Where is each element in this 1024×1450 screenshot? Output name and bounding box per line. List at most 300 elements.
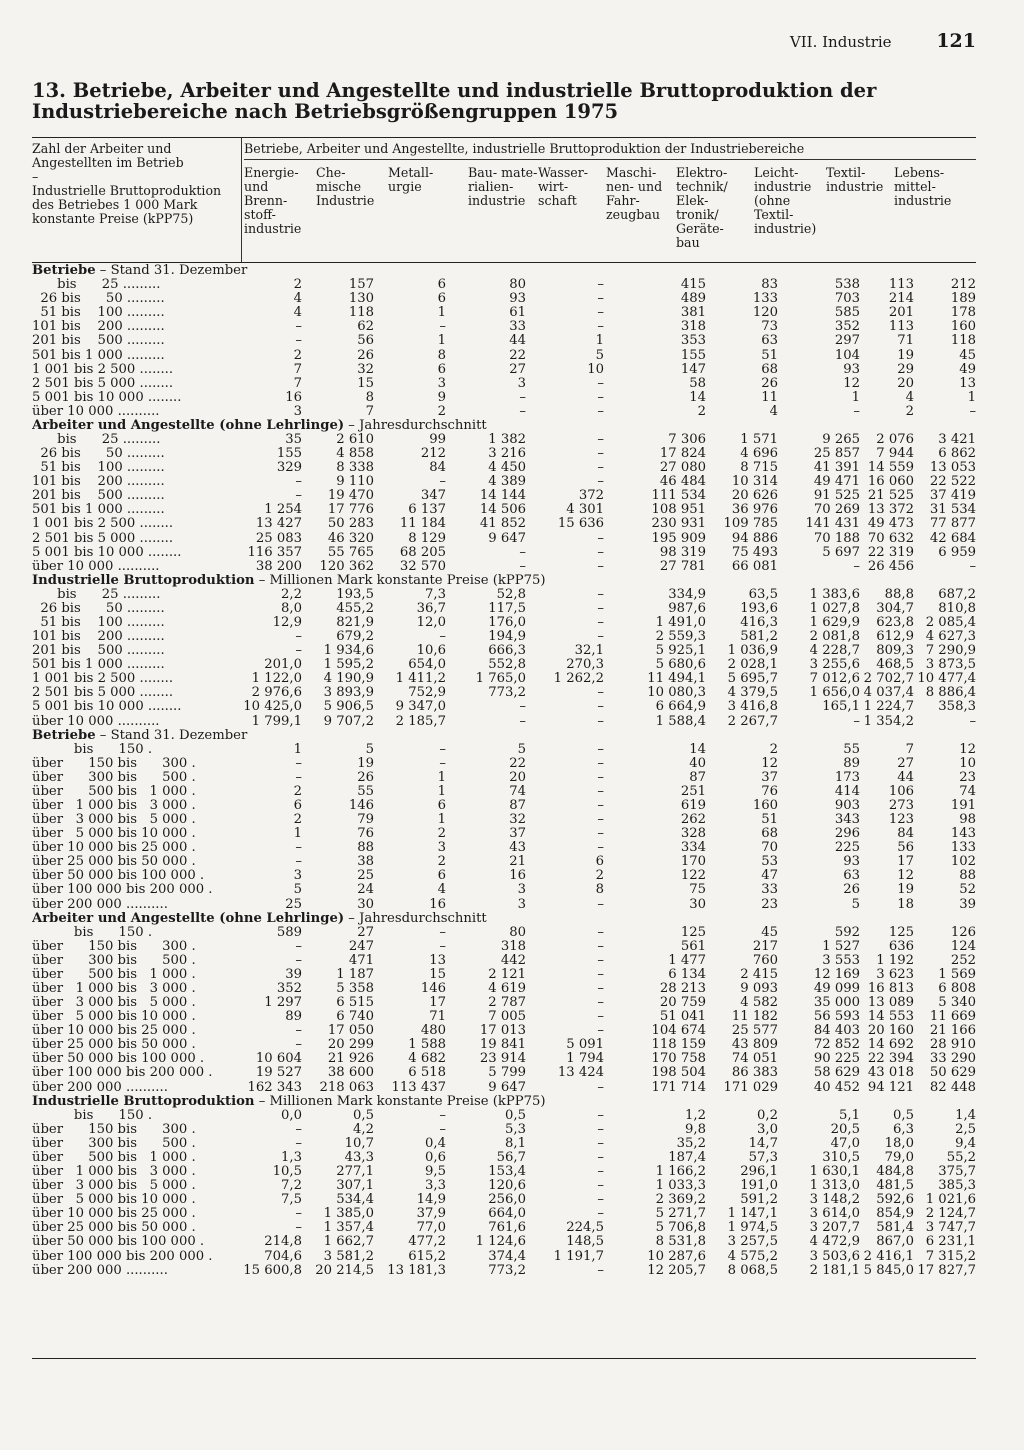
row-label: über 10 000 bis 25 000 . bbox=[32, 1207, 196, 1222]
table-cell: 20 bbox=[509, 770, 526, 785]
table-cell: 1 382 bbox=[488, 432, 526, 447]
table-cell: 352 bbox=[834, 320, 860, 335]
table-cell: 19 470 bbox=[327, 489, 374, 504]
table-cell: – bbox=[295, 1038, 302, 1053]
table-cell: 33 bbox=[761, 883, 778, 898]
table-cell: – bbox=[597, 1010, 604, 1025]
table-cell: 14,7 bbox=[748, 1136, 778, 1151]
table-cell: 25 bbox=[357, 869, 374, 884]
row-label: über 50 000 bis 100 000 . bbox=[32, 1235, 205, 1250]
table-cell: 1 bbox=[437, 306, 446, 321]
section-heading-row bbox=[32, 912, 976, 926]
table-cell: 37 bbox=[509, 827, 526, 842]
table-cell: 20 759 bbox=[659, 996, 706, 1011]
table-cell: 1 bbox=[293, 742, 302, 757]
table-row bbox=[32, 1052, 976, 1066]
table-cell: 52 bbox=[959, 883, 977, 898]
table-cell: 187,4 bbox=[668, 1150, 706, 1165]
table-cell: 6 bbox=[437, 292, 446, 307]
table-cell: – bbox=[597, 461, 604, 476]
table-cell: 194,9 bbox=[488, 630, 526, 645]
table-row bbox=[32, 602, 976, 616]
table-cell: 70 188 bbox=[813, 531, 860, 546]
table-row bbox=[32, 1249, 976, 1263]
table-cell: 13 089 bbox=[867, 996, 914, 1011]
table-cell: 28 910 bbox=[929, 1038, 977, 1053]
table-cell: 5 bbox=[595, 348, 604, 363]
table-cell: 334,9 bbox=[668, 587, 706, 602]
row-label: über 3 000 bis 5 000 . bbox=[32, 1179, 196, 1194]
table-cell: 2 076 bbox=[876, 432, 914, 447]
table-cell: 201 bbox=[888, 306, 914, 321]
table-cell: 6 bbox=[437, 869, 446, 884]
table-cell: 5 bbox=[851, 897, 860, 912]
table-row bbox=[32, 447, 976, 461]
table-cell: 17 776 bbox=[327, 503, 374, 518]
table-cell: 120 362 bbox=[319, 559, 374, 574]
table-cell: 87 bbox=[509, 798, 526, 813]
table-cell: 1 571 bbox=[740, 432, 778, 447]
table-cell: 12 bbox=[959, 742, 977, 757]
table-cell: 30 bbox=[689, 897, 706, 912]
table-cell: 10 477,4 bbox=[917, 672, 977, 687]
table-cell: 35 000 bbox=[813, 996, 860, 1011]
table-cell: 809,3 bbox=[876, 644, 914, 659]
table-cell: 1 588 bbox=[408, 1038, 446, 1053]
table-cell: 8,1 bbox=[505, 1136, 526, 1151]
table-cell: 86 383 bbox=[731, 1066, 778, 1081]
table-cell: 27 bbox=[357, 925, 374, 940]
table-cell: 46 320 bbox=[327, 531, 374, 546]
table-cell: 70 bbox=[761, 841, 778, 856]
table-cell: 455,2 bbox=[336, 601, 374, 616]
table-cell: 170 758 bbox=[651, 1052, 706, 1067]
table-cell: – bbox=[597, 742, 604, 757]
table-row bbox=[32, 377, 976, 391]
table-cell: 35 bbox=[285, 432, 302, 447]
table-cell: 19 527 bbox=[255, 1066, 302, 1081]
table-cell: 32 bbox=[357, 362, 374, 377]
table-cell: 15 600,8 bbox=[243, 1263, 302, 1278]
table-cell: – bbox=[597, 827, 604, 842]
table-cell: 7 944 bbox=[876, 447, 914, 462]
table-cell: 195 909 bbox=[651, 531, 706, 546]
table-cell: 12 bbox=[761, 756, 778, 771]
section-subtitle: – Stand 31. Dezember bbox=[95, 728, 248, 743]
row-label: 51 bis 100 ......... bbox=[32, 615, 165, 630]
table-cell: 40 452 bbox=[813, 1080, 860, 1095]
table-cell: 27 bbox=[897, 756, 914, 771]
table-cell: 148,5 bbox=[566, 1235, 604, 1250]
table-cell: 36 976 bbox=[731, 503, 778, 518]
table-cell: 358,3 bbox=[938, 700, 977, 715]
table-cell: 489 bbox=[680, 292, 706, 307]
table-cell: 3 bbox=[293, 404, 302, 419]
table-row bbox=[32, 405, 976, 419]
table-cell: 10 287,6 bbox=[647, 1249, 706, 1264]
table-cell: 104 674 bbox=[651, 1024, 706, 1039]
table-cell: 94 121 bbox=[867, 1080, 914, 1095]
table-cell: 270,3 bbox=[566, 658, 604, 673]
table-cell: 4 696 bbox=[740, 447, 778, 462]
table-cell: – bbox=[853, 714, 860, 729]
column-header: Metall- urgie bbox=[388, 165, 434, 194]
table-cell: 218 063 bbox=[319, 1080, 374, 1095]
table-cell: 71 bbox=[897, 334, 914, 349]
table-cell: 146 bbox=[420, 981, 446, 997]
table-cell: 12 169 bbox=[813, 967, 860, 982]
row-label: 1 001 bis 2 500 ........ bbox=[32, 517, 174, 532]
table-cell: 44 bbox=[897, 770, 914, 785]
table-cell: – bbox=[597, 292, 604, 307]
table-row bbox=[32, 1038, 976, 1052]
table-cell: – bbox=[439, 756, 446, 771]
table-cell: 84 bbox=[897, 827, 914, 842]
table-cell: 56,7 bbox=[496, 1150, 526, 1165]
table-cell: 3 bbox=[517, 883, 526, 898]
table-cell: 126 bbox=[950, 925, 977, 940]
table-cell: 1 630,1 bbox=[809, 1165, 860, 1180]
table-row bbox=[32, 292, 976, 306]
table-cell: 7,5 bbox=[281, 1193, 302, 1208]
table-cell: 91 525 bbox=[813, 489, 860, 504]
row-label: 2 501 bis 5 000 ........ bbox=[32, 531, 174, 546]
row-label: über 50 000 bis 100 000 . bbox=[32, 869, 205, 884]
table-cell: 679,2 bbox=[336, 630, 374, 645]
table-cell: – bbox=[597, 1165, 604, 1180]
table-cell: 10,7 bbox=[344, 1136, 374, 1151]
table-cell: 42 684 bbox=[929, 531, 977, 546]
table-cell: – bbox=[597, 784, 604, 799]
table-cell: 752,9 bbox=[408, 686, 446, 701]
table-cell: – bbox=[969, 559, 977, 574]
table-cell: 471 bbox=[348, 953, 374, 968]
table-cell: 347 bbox=[420, 489, 446, 504]
table-cell: 56 593 bbox=[813, 1010, 860, 1025]
table-cell: 17 050 bbox=[327, 1024, 374, 1039]
table-cell: 585 bbox=[834, 306, 860, 321]
table-cell: 5 697 bbox=[822, 545, 860, 560]
table-cell: 1,2 bbox=[685, 1108, 706, 1123]
table-cell: 5 680,6 bbox=[655, 658, 706, 673]
table-cell: 2 085,4 bbox=[925, 615, 977, 630]
table-cell: 15 bbox=[429, 967, 446, 982]
table-row bbox=[32, 1137, 976, 1151]
table-row bbox=[32, 1165, 976, 1179]
table-cell: 13 bbox=[959, 376, 977, 391]
table-cell: 43 bbox=[509, 841, 526, 856]
table-cell: 304,7 bbox=[876, 601, 914, 616]
table-cell: 76 bbox=[761, 784, 778, 799]
table-cell: – bbox=[439, 1122, 446, 1137]
table-cell: 49 471 bbox=[813, 475, 860, 490]
table-cell: – bbox=[295, 1207, 302, 1222]
table-cell: 7 bbox=[905, 742, 914, 757]
table-cell: 14,9 bbox=[416, 1193, 446, 1208]
table-cell: 1 383,6 bbox=[809, 587, 860, 602]
row-label: über 100 000 bis 200 000 . bbox=[32, 1066, 213, 1081]
table-cell: 0,2 bbox=[757, 1108, 778, 1123]
table-cell: 0,4 bbox=[425, 1136, 446, 1151]
table-cell: 5 906,5 bbox=[323, 700, 374, 715]
table-cell: 41 391 bbox=[813, 461, 860, 476]
table-cell: 80 bbox=[509, 925, 526, 940]
row-label: über 10 000 .......... bbox=[32, 404, 160, 419]
table-cell: 125 bbox=[680, 925, 706, 940]
table-cell: – bbox=[597, 714, 604, 729]
table-cell: 1 974,5 bbox=[727, 1221, 778, 1236]
table-cell: 3 bbox=[517, 897, 526, 912]
table-cell: – bbox=[597, 390, 604, 405]
table-cell: 7 012,6 bbox=[809, 672, 860, 687]
table-cell: 15 636 bbox=[557, 517, 604, 532]
table-cell: 20 214,5 bbox=[315, 1263, 374, 1278]
table-cell: – bbox=[295, 489, 302, 504]
table-row bbox=[32, 1264, 976, 1278]
table-cell: – bbox=[597, 559, 604, 574]
table-cell: 14 692 bbox=[867, 1038, 914, 1053]
table-cell: 51 041 bbox=[659, 1010, 706, 1025]
table-cell: 25 bbox=[285, 897, 302, 912]
table-cell: 133 bbox=[950, 841, 977, 856]
table-cell: 12,0 bbox=[416, 615, 446, 630]
row-label: 201 bis 500 ......... bbox=[32, 489, 165, 504]
table-row bbox=[32, 475, 976, 489]
table-row bbox=[32, 1024, 976, 1038]
table-cell: 14 553 bbox=[867, 1010, 914, 1025]
table-cell: 29 bbox=[897, 362, 914, 377]
table-cell: 10 425,0 bbox=[243, 700, 302, 715]
row-label: über 10 000 .......... bbox=[32, 714, 160, 729]
table-cell: 14 559 bbox=[867, 461, 914, 476]
table-cell: 93 bbox=[843, 362, 860, 377]
row-label: 201 bis 500 ......... bbox=[32, 334, 165, 349]
table-cell: 18,0 bbox=[884, 1136, 914, 1151]
table-cell: 5 695,7 bbox=[727, 672, 778, 687]
table-cell: 6 231,1 bbox=[925, 1235, 977, 1250]
table-cell: 538 bbox=[834, 278, 860, 293]
table-cell: 62 bbox=[357, 320, 374, 335]
table-cell: 4 bbox=[769, 404, 778, 419]
table-cell: 93 bbox=[843, 855, 860, 870]
column-header: Maschi- nen- und Fahr- zeugbau bbox=[606, 165, 663, 222]
table-cell: 310,5 bbox=[822, 1150, 860, 1165]
table-cell: 46 484 bbox=[659, 475, 706, 490]
column-header: Textil- industrie bbox=[826, 165, 884, 194]
table-row bbox=[32, 898, 976, 912]
table-cell: 19 bbox=[897, 883, 914, 898]
table-cell: – bbox=[439, 939, 446, 954]
table-cell: 9 bbox=[437, 390, 446, 405]
table-cell: 414 bbox=[834, 784, 860, 799]
table-cell: 297 bbox=[834, 334, 860, 349]
table-cell: 1 bbox=[437, 334, 446, 349]
table-row bbox=[32, 320, 976, 334]
table-cell: 666,3 bbox=[488, 644, 526, 659]
table-cell: 55 765 bbox=[327, 545, 374, 560]
table-cell: – bbox=[597, 1179, 604, 1194]
table-cell: 63 bbox=[761, 334, 778, 349]
row-label: 5 001 bis 10 000 ........ bbox=[32, 700, 182, 715]
table-cell: 11 bbox=[761, 390, 778, 405]
table-cell: 9 647 bbox=[488, 1080, 526, 1095]
table-cell: 106 bbox=[888, 784, 914, 799]
table-cell: 2 bbox=[905, 404, 914, 419]
table-cell: 9,5 bbox=[425, 1165, 446, 1180]
table-cell: – bbox=[969, 404, 977, 419]
table-cell: 125 bbox=[888, 925, 914, 940]
table-cell: 664,0 bbox=[488, 1207, 526, 1222]
table-cell: 1 411,2 bbox=[395, 672, 446, 687]
row-label: über 150 bis 300 . bbox=[32, 756, 196, 771]
table-cell: 47,0 bbox=[830, 1136, 860, 1151]
section-head: Arbeiter und Angestellte (ohne Lehrlinge) bbox=[32, 911, 345, 926]
row-label: über 3 000 bis 5 000 . bbox=[32, 996, 196, 1011]
table-cell: 63,5 bbox=[748, 587, 778, 602]
table-row bbox=[32, 1193, 976, 1207]
table-cell: 1 147,1 bbox=[727, 1207, 778, 1222]
table-cell: 5 358 bbox=[336, 981, 374, 997]
table-cell: 352 bbox=[276, 981, 302, 997]
table-row bbox=[32, 1151, 976, 1165]
table-cell: 867,0 bbox=[876, 1235, 914, 1250]
table-cell: 7 bbox=[293, 362, 302, 377]
table-cell: – bbox=[295, 1221, 302, 1236]
table-cell: 1 bbox=[293, 827, 302, 842]
row-label: 26 bis 50 ......... bbox=[32, 292, 165, 307]
table-row bbox=[32, 1010, 976, 1024]
table-cell: 591,2 bbox=[740, 1193, 778, 1208]
row-label: über 1 000 bis 3 000 . bbox=[32, 1165, 196, 1180]
table-cell: 0,6 bbox=[425, 1150, 446, 1165]
table-cell: 1 313,0 bbox=[809, 1179, 860, 1194]
table-cell: 83 bbox=[761, 278, 778, 293]
table-cell: 318 bbox=[680, 320, 706, 335]
table-cell: 2 bbox=[697, 404, 706, 419]
table-cell: 1 262,2 bbox=[553, 672, 604, 687]
table-cell: 55 bbox=[843, 742, 860, 757]
table-row bbox=[32, 1179, 976, 1193]
table-cell: 217 bbox=[752, 939, 778, 954]
table-cell: 343 bbox=[834, 813, 860, 828]
table-cell: 4 472,9 bbox=[809, 1235, 860, 1250]
table-cell: 55,2 bbox=[946, 1150, 977, 1165]
table-cell: 619 bbox=[680, 798, 706, 813]
table-cell: – bbox=[519, 700, 526, 715]
table-cell: 133 bbox=[752, 292, 778, 307]
table-cell: – bbox=[295, 1136, 302, 1151]
table-cell: 4 190,9 bbox=[323, 672, 374, 687]
table-cell: 1 656,0 bbox=[809, 686, 860, 701]
table-row bbox=[32, 968, 976, 982]
table-cell: – bbox=[439, 320, 446, 335]
table-cell: 987,6 bbox=[668, 601, 706, 616]
table-cell: 16 060 bbox=[867, 475, 914, 490]
table-cell: 21 525 bbox=[867, 489, 914, 504]
table-row bbox=[32, 771, 976, 785]
table-row bbox=[32, 1109, 976, 1123]
table-cell: 381 bbox=[680, 306, 706, 321]
row-label: über 1 000 bis 3 000 . bbox=[32, 981, 196, 997]
table-cell: 49 099 bbox=[813, 981, 860, 997]
table-cell: 25 857 bbox=[813, 447, 860, 462]
section-subtitle: – Millionen Mark konstante Preise (kPP75) bbox=[254, 1094, 546, 1109]
table-cell: 1,4 bbox=[955, 1108, 977, 1123]
table-cell: – bbox=[295, 320, 302, 335]
table-cell: 4 bbox=[293, 306, 302, 321]
table-cell: 1 191,7 bbox=[553, 1249, 604, 1264]
table-cell: 22 319 bbox=[867, 545, 914, 560]
table-cell: – bbox=[597, 981, 604, 997]
table-cell: – bbox=[597, 700, 604, 715]
bottom-rule bbox=[32, 1358, 976, 1359]
table-row bbox=[32, 348, 976, 362]
table-cell: 334 bbox=[680, 841, 706, 856]
table-row bbox=[32, 1235, 976, 1249]
table-cell: 3 503,6 bbox=[809, 1249, 860, 1264]
table-cell: 1 021,6 bbox=[925, 1193, 977, 1208]
table-cell: 22 522 bbox=[929, 475, 977, 490]
table-cell: 26 bbox=[357, 348, 374, 363]
table-cell: 71 bbox=[429, 1010, 446, 1025]
table-cell: 1 036,9 bbox=[727, 644, 778, 659]
table-cell: 1 192 bbox=[876, 953, 914, 968]
table-cell: 385,3 bbox=[938, 1179, 977, 1194]
table-cell: 7 290,9 bbox=[925, 644, 977, 659]
table-cell: 9,4 bbox=[955, 1136, 977, 1151]
column-header: Bau- mate- rialien- industrie bbox=[468, 165, 538, 208]
table-cell: 26 bbox=[761, 376, 778, 391]
table-cell: 47 bbox=[761, 869, 778, 884]
column-header: Elektro- technik/ Elek- tronik/ Geräte- bau bbox=[676, 165, 728, 250]
table-cell: 6 664,9 bbox=[655, 700, 706, 715]
section-subtitle: – Jahresdurchschnitt bbox=[344, 911, 487, 926]
table-cell: 1 187 bbox=[336, 967, 374, 982]
table-cell: 1 629,9 bbox=[809, 615, 860, 630]
table-cell: 854,9 bbox=[876, 1207, 914, 1222]
table-cell: 3 614,0 bbox=[809, 1207, 860, 1222]
table-cell: 1 027,8 bbox=[809, 601, 860, 616]
table-cell: 4 037,4 bbox=[863, 686, 914, 701]
table-cell: 9 265 bbox=[822, 432, 860, 447]
table-cell: 2,2 bbox=[281, 587, 302, 602]
table-cell: 3 148,2 bbox=[809, 1193, 860, 1208]
table-cell: 6 bbox=[437, 362, 446, 377]
table-cell: 2 976,6 bbox=[251, 686, 302, 701]
table-cell: 45 bbox=[761, 925, 778, 940]
table-cell: 1 033,3 bbox=[655, 1179, 706, 1194]
table-cell: 43,3 bbox=[344, 1150, 374, 1165]
table-cell: 198 504 bbox=[651, 1066, 706, 1081]
table-cell: – bbox=[597, 841, 604, 856]
table-cell: 12 bbox=[897, 869, 914, 884]
table-cell: 2 bbox=[293, 278, 302, 293]
table-cell: 5 845,0 bbox=[863, 1263, 914, 1278]
table-cell: 39 bbox=[959, 897, 977, 912]
table-cell: 760 bbox=[752, 953, 778, 968]
table-cell: 113 bbox=[888, 320, 914, 335]
section-heading bbox=[32, 419, 976, 433]
table-cell: – bbox=[295, 1122, 302, 1137]
table-row bbox=[32, 954, 976, 968]
table-cell: 1 357,4 bbox=[323, 1221, 374, 1236]
row-label: über 25 000 bis 50 000 . bbox=[32, 1221, 196, 1236]
table-cell: 2 416,1 bbox=[863, 1249, 914, 1264]
table-cell: 178 bbox=[950, 306, 977, 321]
row-label: 501 bis 1 000 ......... bbox=[32, 658, 165, 673]
table-cell: 7 005 bbox=[488, 1010, 526, 1025]
table-cell: 39 bbox=[285, 967, 302, 982]
